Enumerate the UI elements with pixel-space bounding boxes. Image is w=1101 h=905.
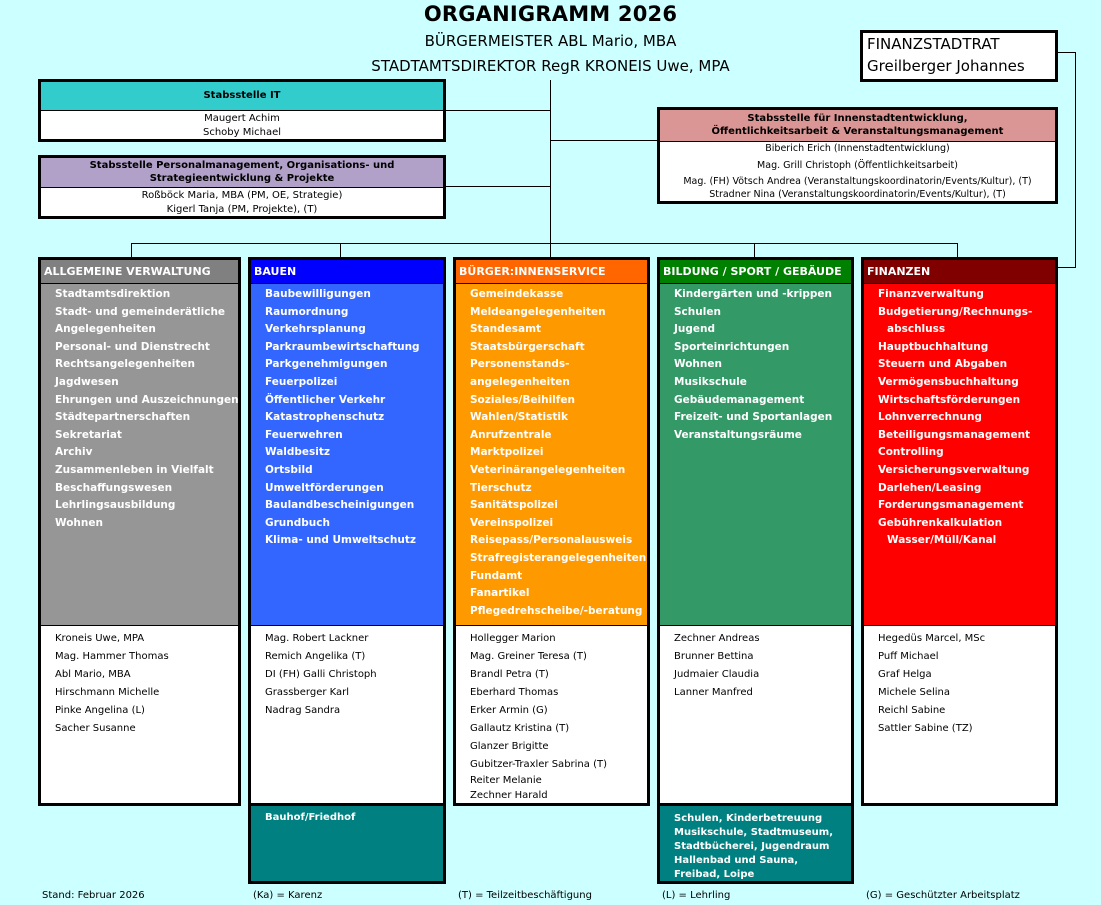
responsibility-item: Marktpolizei xyxy=(470,446,544,459)
responsibility-item: Gebührenkalkulation xyxy=(878,516,1003,529)
responsibility-item: Stadt- und gemeinderätliche xyxy=(55,305,226,318)
staff-unit-personnel-title-line: Stabsstelle Personalmanagement, Organisations- und xyxy=(89,160,395,171)
responsibility-item: Baubewilligungen xyxy=(265,288,371,300)
staff-member: Hollegger Marion xyxy=(470,633,556,644)
department-column-finance xyxy=(861,257,1058,806)
staff-member: Hirschmann Michelle xyxy=(55,687,160,698)
staff-unit-city-development-member: Stradner Nina (Veranstaltungskoordinatorin/Events/Kultur), (T) xyxy=(709,188,1006,200)
staff-member: DI (FH) Galli Christoph xyxy=(265,669,377,680)
responsibility-item: Parkraumbewirtschaftung xyxy=(265,340,420,353)
responsibility-item: Pflegedrehscheibe/-beratung xyxy=(470,604,643,617)
staff-member: Grassberger Karl xyxy=(265,687,350,698)
staff-member: Lanner Manfred xyxy=(674,687,753,698)
responsibility-item: Anrufzentrale xyxy=(470,428,552,441)
staff-unit-city-development-member: Mag. Grill Christoph (Öffentlichkeitsarbeit) xyxy=(757,159,958,171)
responsibility-item: Rechtsangelegenheiten xyxy=(55,358,196,371)
staff-member: Puff Michael xyxy=(878,651,939,662)
department-responsibilities xyxy=(864,284,1055,625)
department-responsibilities xyxy=(456,284,647,625)
responsibility-item: angelegenheiten xyxy=(470,375,570,388)
responsibility-item: Forderungsmanagement xyxy=(878,499,1024,512)
responsibility-item: Städtepartnerschaften xyxy=(55,411,191,424)
responsibility-item: Fanartikel xyxy=(470,587,530,600)
responsibility-item: Öffentlicher Verkehr xyxy=(265,393,386,406)
branch-drop-2 xyxy=(340,243,341,258)
staff-unit-city-development-member: Mag. (FH) Vötsch Andrea (Veranstaltungskoordinatorin/Events/Kultur), (T) xyxy=(683,175,1032,187)
legend-part-time: (T) = Teilzeitbeschäftigung xyxy=(458,890,592,901)
responsibility-item: Waldbesitz xyxy=(265,446,331,459)
horizontal-branch-line xyxy=(131,243,958,244)
responsibility-item: Ortsbild xyxy=(265,463,313,476)
department-header: ALLGEMEINE VERWALTUNG xyxy=(41,260,238,284)
staff-member: Gubitzer-Traxler Sabrina (T) xyxy=(470,759,607,770)
responsibility-item: Meldeangelegenheiten xyxy=(470,305,606,318)
responsibility-item: Jugend xyxy=(674,323,716,336)
department-responsibilities xyxy=(41,284,238,625)
staff-member: Kroneis Uwe, MPA xyxy=(55,633,145,644)
finance-councillor-box xyxy=(860,30,1058,82)
staff-member: Pinke Angelina (L) xyxy=(55,705,145,716)
responsibility-item: Kindergärten und -krippen xyxy=(674,288,832,300)
department-responsibilities xyxy=(660,284,851,625)
staff-member: Abl Mario, MBA xyxy=(55,669,131,680)
staff-unit-it xyxy=(38,79,446,142)
responsibility-item: Vereinspolizei xyxy=(470,516,554,529)
responsibility-item: Wohnen xyxy=(55,516,103,529)
department-header: BAUEN xyxy=(251,260,443,284)
staff-unit-city-development-title-line: Stabsstelle für Innenstadtentwicklung, xyxy=(747,113,968,124)
responsibility-item: Beschaffungswesen xyxy=(55,481,173,494)
responsibility-item: Darlehen/Leasing xyxy=(878,481,982,494)
department-staff xyxy=(41,625,238,803)
responsibility-item: Gemeindekasse xyxy=(470,288,564,300)
staff-member: Eberhard Thomas xyxy=(470,687,559,698)
mayor-line: BÜRGERMEISTER ABL Mario, MBA xyxy=(424,32,677,50)
legend-stand: Stand: Februar 2026 xyxy=(42,890,145,901)
staff-member: Glanzer Brigitte xyxy=(470,741,549,752)
staff-member: Sattler Sabine (TZ) xyxy=(878,723,973,734)
department-staff xyxy=(251,625,443,803)
sub-unit-bauhof-friedhof xyxy=(248,803,446,884)
department-column-education-sport-buildings xyxy=(657,257,854,806)
staff-member: Erker Armin (G) xyxy=(470,705,548,716)
responsibility-item: Beteiligungsmanagement xyxy=(878,428,1031,441)
staff-member: Sacher Susanne xyxy=(55,723,136,734)
finance-councillor-name: Greilberger Johannes xyxy=(867,57,1025,75)
department-staff xyxy=(660,625,851,803)
responsibility-item: Strafregisterangelegenheiten xyxy=(470,551,647,564)
branch-drop-1 xyxy=(131,243,132,258)
responsibility-item: Standesamt xyxy=(470,323,542,336)
staff-member: Judmaier Claudia xyxy=(674,669,760,680)
responsibility-item: Sanitätspolizei xyxy=(470,499,558,512)
staff-member: Nadrag Sandra xyxy=(265,705,341,716)
staff-unit-city-development-member: Biberich Erich (Innenstadtentwicklung) xyxy=(765,143,950,154)
responsibility-item: Zusammenleben in Vielfalt xyxy=(55,463,214,476)
staff-member: Graf Helga xyxy=(878,669,932,680)
responsibility-item: Parkgenehmigungen xyxy=(265,358,388,371)
responsibility-item: Hauptbuchhaltung xyxy=(878,340,989,353)
branch-drop-5 xyxy=(957,243,958,258)
responsibility-item: Klima- und Umweltschutz xyxy=(265,534,416,547)
sub-unit-line: Freibad, Loipe xyxy=(674,869,755,880)
sub-unit-line: Hallenbad und Sauna, xyxy=(674,855,799,866)
responsibility-item: Steuern und Abgaben xyxy=(878,358,1008,371)
staff-member: Reichl Sabine xyxy=(878,705,946,716)
staff-unit-personnel-member: Kigerl Tanja (PM, Projekte), (T) xyxy=(166,204,318,215)
responsibility-item: Finanzverwaltung xyxy=(878,288,984,300)
responsibility-item: Schulen xyxy=(674,305,721,318)
staff-member: Brunner Bettina xyxy=(674,651,754,662)
finance-line-b xyxy=(1075,52,1076,268)
responsibility-item: Jagdwesen xyxy=(55,375,119,388)
department-header: FINANZEN xyxy=(864,260,1055,284)
responsibility-item: Grundbuch xyxy=(265,516,330,529)
responsibility-item: Vermögensbuchhaltung xyxy=(878,375,1019,388)
page-title: ORGANIGRAMM 2026 xyxy=(423,2,678,26)
responsibility-item: Katastrophenschutz xyxy=(265,411,385,424)
citydev-connector-line xyxy=(550,140,658,141)
department-column-building xyxy=(248,257,446,806)
responsibility-item: Sporteinrichtungen xyxy=(674,340,790,353)
responsibility-item: Wasser/Müll/Kanal xyxy=(887,534,997,547)
it-connector-line xyxy=(444,110,550,111)
responsibility-item: Sekretariat xyxy=(55,428,122,441)
department-header: BILDUNG / SPORT / GEBÄUDE xyxy=(660,260,851,284)
director-line: STADTAMTSDIREKTOR RegR KRONEIS Uwe, MPA xyxy=(371,57,730,75)
responsibility-item: Wirtschaftsförderungen xyxy=(878,393,1021,406)
responsibility-item: Verkehrsplanung xyxy=(265,323,366,336)
legend-apprentice: (L) = Lehrling xyxy=(662,890,731,901)
responsibility-item: Reisepass/Personalausweis xyxy=(470,534,633,547)
responsibility-item: Budgetierung/Rechnungs- xyxy=(878,305,1033,318)
department-responsibilities xyxy=(251,284,443,625)
responsibility-item: Feuerwehren xyxy=(265,428,343,441)
staff-member: Zechner Andreas xyxy=(674,633,760,644)
responsibility-item: abschluss xyxy=(887,323,946,336)
department-column-citizen-service xyxy=(453,257,650,806)
staff-unit-personnel xyxy=(38,155,446,219)
staff-member: Mag. Hammer Thomas xyxy=(55,651,169,662)
sub-unit-education-facilities xyxy=(657,803,854,884)
legend-protected-workplace: (G) = Geschützter Arbeitsplatz xyxy=(866,890,1020,901)
staff-member: Zechner Harald xyxy=(470,789,548,801)
staff-member: Mag. Robert Lackner xyxy=(265,633,369,644)
sub-unit-label: Bauhof/Friedhof xyxy=(265,812,356,823)
responsibility-item: Lehrlingsausbildung xyxy=(55,499,176,512)
responsibility-item: Personal- und Dienstrecht xyxy=(55,340,210,353)
staff-unit-city-development-title-line: Öffentlichkeitsarbeit & Veranstaltungsmanagement xyxy=(711,126,1004,137)
department-column-general-administration xyxy=(38,257,241,806)
staff-member: Hegedüs Marcel, MSc xyxy=(878,633,986,644)
staff-unit-city-development xyxy=(657,107,1058,204)
legend-karenz: (Ka) = Karenz xyxy=(253,890,323,901)
sub-unit-line: Stadtbücherei, Jugendraum xyxy=(674,841,830,852)
responsibility-item: Ehrungen und Auszeichnungen xyxy=(55,393,239,406)
department-header: BÜRGER:INNENSERVICE xyxy=(456,260,647,284)
sub-unit-line: Musikschule, Stadtmuseum, xyxy=(674,827,833,838)
responsibility-item: Wahlen/Statistik xyxy=(470,411,568,424)
responsibility-item: Archiv xyxy=(55,446,93,459)
staff-member: Michele Selina xyxy=(878,687,951,698)
responsibility-item: Lohnverrechnung xyxy=(878,411,982,424)
responsibility-item: Controlling xyxy=(878,446,944,459)
staff-member: Reiter Melanie xyxy=(470,775,542,786)
staff-unit-personnel-member: Roßböck Maria, MBA (PM, OE, Strategie) xyxy=(141,190,343,201)
finance-line-a xyxy=(1058,52,1076,53)
responsibility-item: Feuerpolizei xyxy=(265,375,338,388)
responsibility-item: Angelegenheiten xyxy=(55,323,156,336)
staff-unit-city-development-title xyxy=(660,110,1055,142)
responsibility-item: Freizeit- und Sportanlagen xyxy=(674,411,833,424)
branch-drop-4 xyxy=(754,243,755,258)
finance-councillor-title: FINANZSTADTRAT xyxy=(867,35,1000,53)
staff-unit-personnel-title xyxy=(41,158,443,188)
staff-member: Brandl Petra (T) xyxy=(470,669,549,680)
main-vertical-line xyxy=(550,80,551,258)
responsibility-item: Stadtamtsdirektion xyxy=(55,288,171,300)
staff-unit-it-member: Maugert Achim xyxy=(204,113,280,124)
responsibility-item: Raumordnung xyxy=(265,305,349,318)
staff-member: Mag. Greiner Teresa (T) xyxy=(470,651,587,662)
responsibility-item: Personenstands- xyxy=(470,358,570,371)
responsibility-item: Gebäudemanagement xyxy=(674,393,805,406)
responsibility-item: Veterinärangelegenheiten xyxy=(470,463,626,476)
department-staff xyxy=(864,625,1055,803)
finance-line-c xyxy=(1058,267,1076,268)
staff-unit-personnel-title-line: Strategieentwicklung & Projekte xyxy=(149,173,335,184)
responsibility-item: Musikschule xyxy=(674,375,747,388)
responsibility-item: Veranstaltungsräume xyxy=(674,428,802,441)
staff-member: Remich Angelika (T) xyxy=(265,651,366,662)
sub-unit-line: Schulen, Kinderbetreuung xyxy=(674,813,823,824)
responsibility-item: Versicherungsverwaltung xyxy=(878,463,1030,476)
staff-unit-it-member: Schoby Michael xyxy=(202,127,282,138)
staff-member: Gallautz Kristina (T) xyxy=(470,723,570,734)
personnel-connector-line xyxy=(446,186,550,187)
department-staff xyxy=(456,625,647,803)
responsibility-item: Staatsbürgerschaft xyxy=(470,340,585,353)
responsibility-item: Umweltförderungen xyxy=(265,481,384,494)
responsibility-item: Baulandbescheinigungen xyxy=(265,499,415,512)
responsibility-item: Tierschutz xyxy=(470,481,532,494)
responsibility-item: Soziales/Beihilfen xyxy=(470,393,575,406)
staff-unit-it-title: Stabsstelle IT xyxy=(41,82,443,111)
responsibility-item: Wohnen xyxy=(674,358,722,371)
responsibility-item: Fundamt xyxy=(470,569,523,582)
